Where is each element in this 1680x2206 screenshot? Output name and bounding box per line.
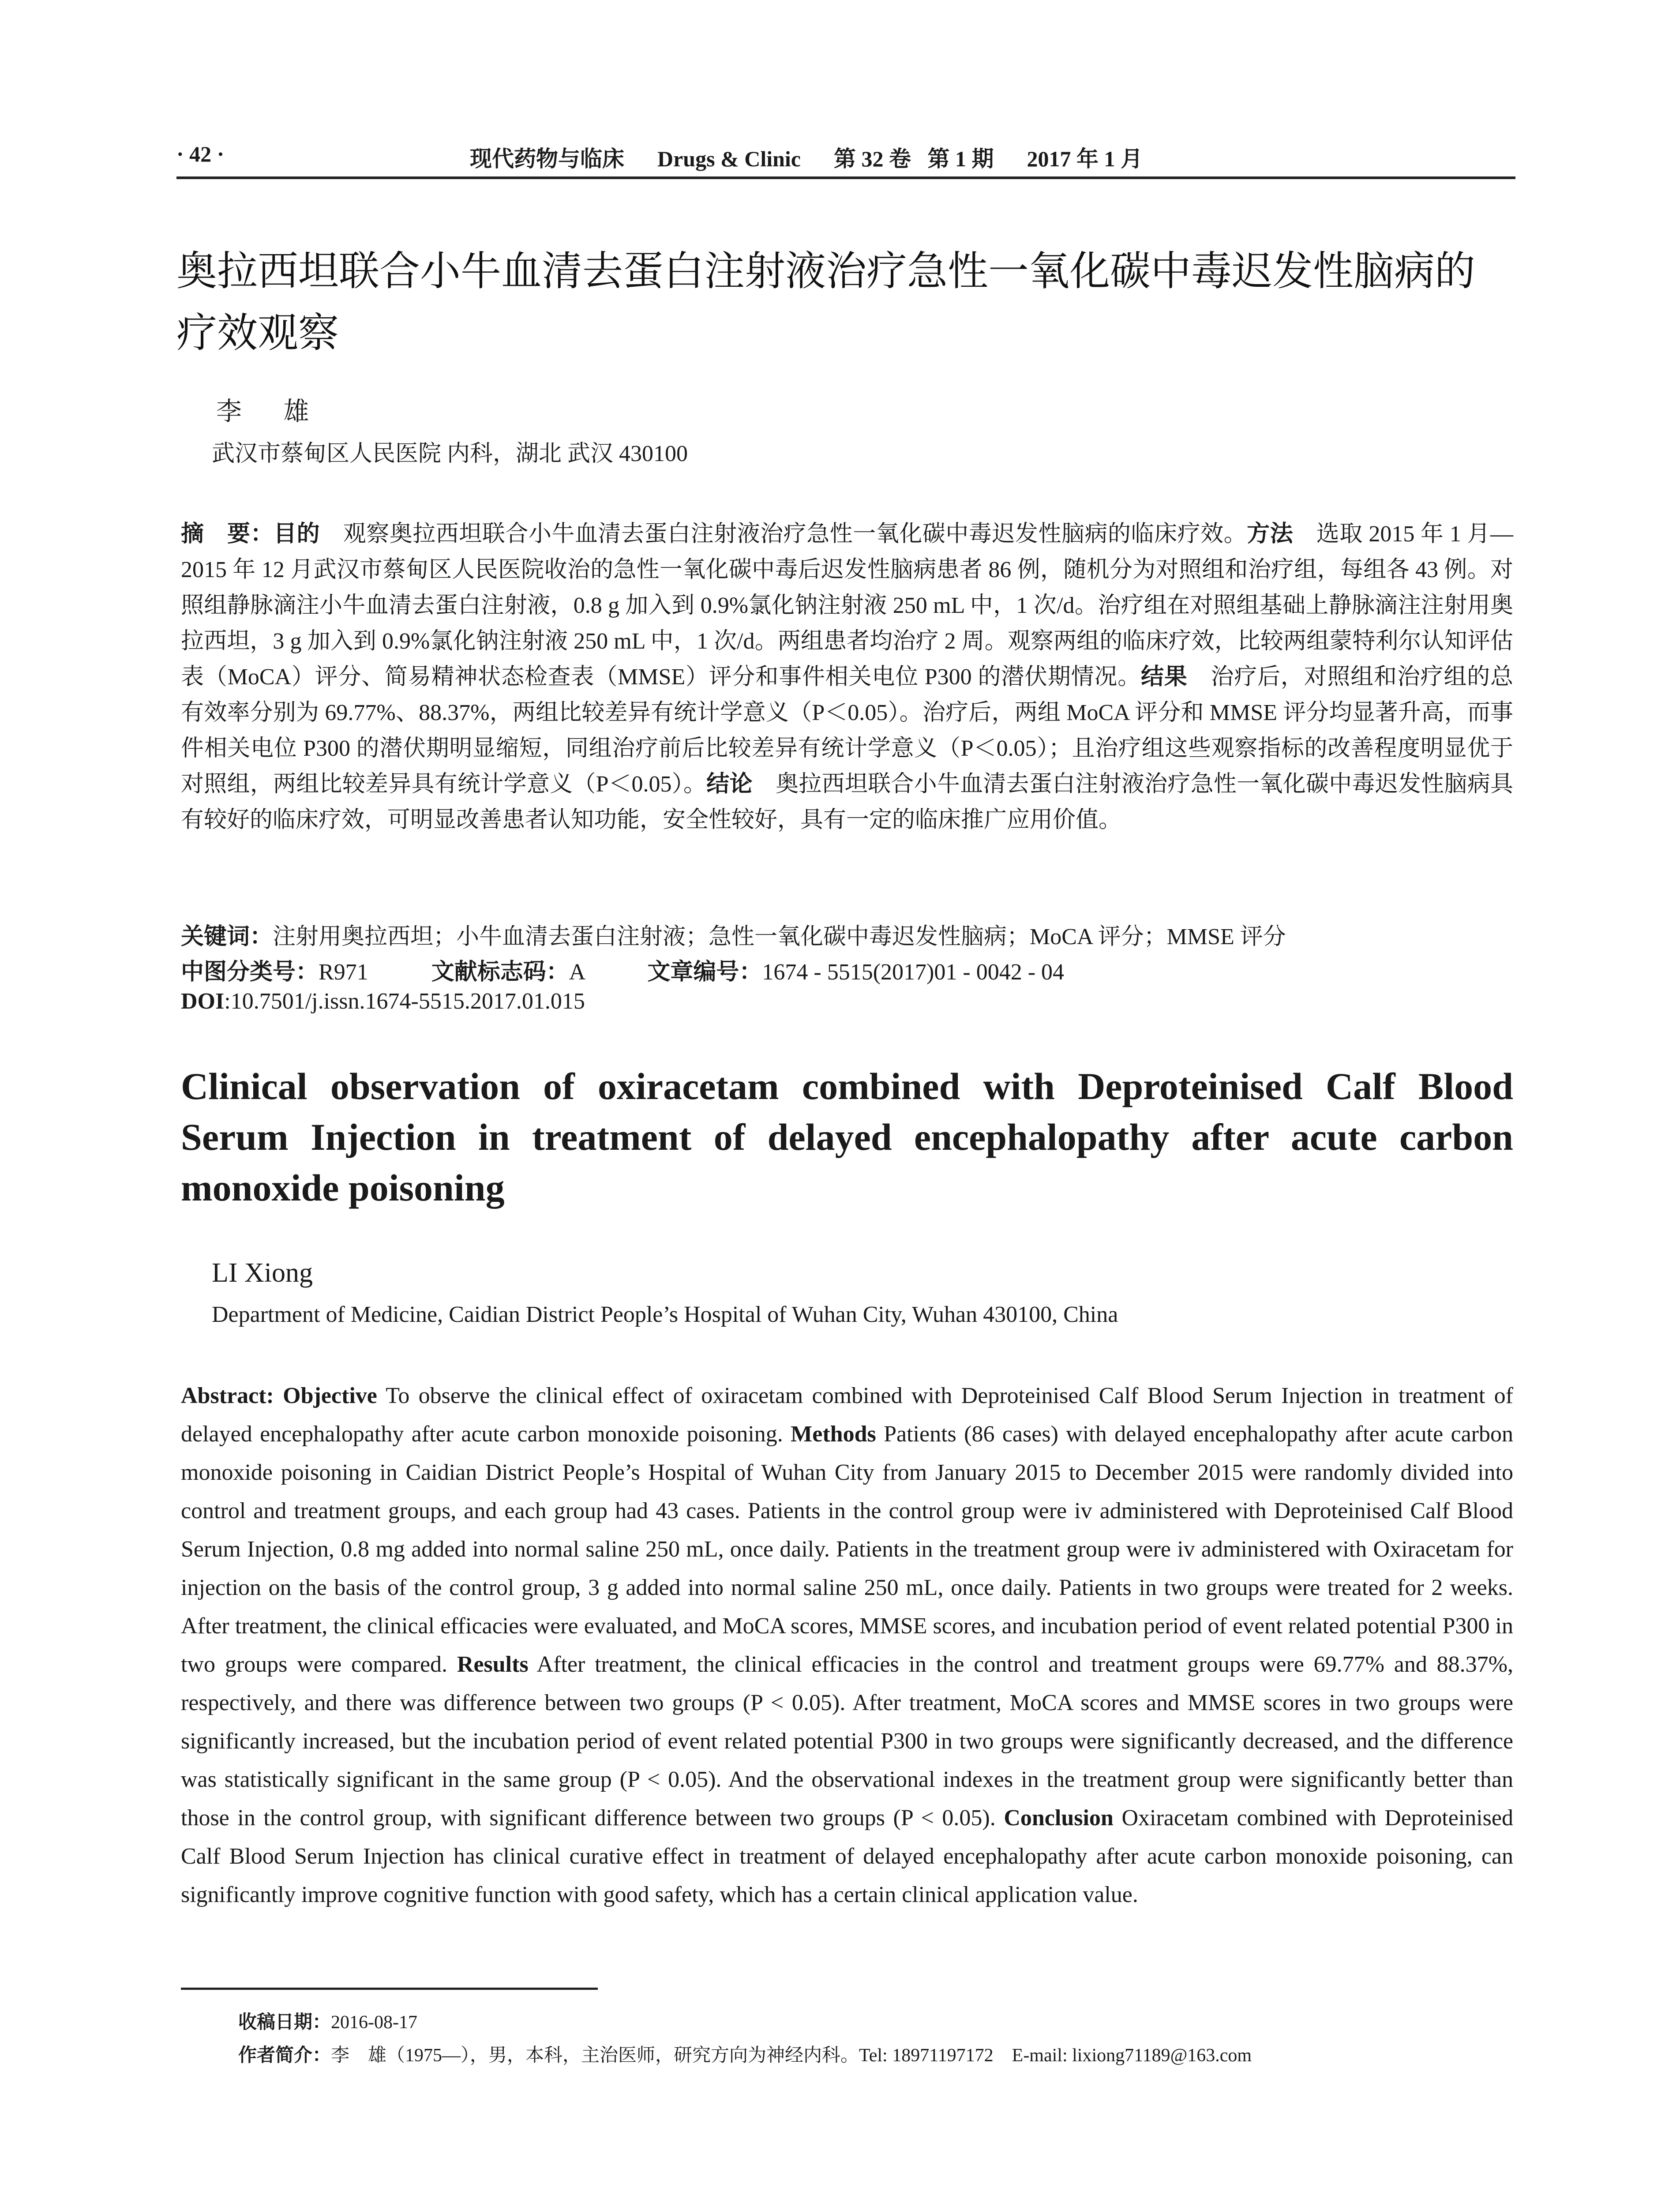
results-label: 结果 bbox=[1141, 664, 1188, 690]
methods-label: 方法 bbox=[1247, 521, 1294, 547]
header-rule bbox=[176, 176, 1515, 179]
en-conclusion-label: Conclusion bbox=[1004, 1805, 1114, 1831]
chinese-author: 李 雄 bbox=[216, 397, 327, 426]
received-label: 收稿日期： bbox=[238, 2011, 331, 2033]
english-abstract bbox=[181, 1377, 1513, 1914]
article-no-label: 文章编号： bbox=[647, 959, 762, 985]
author-bio-footnote bbox=[238, 2041, 1252, 2067]
en-results-text: After treatment, the clinical efficacies in the control and treatment groups were 69.77% and 88.37%, respectively, and there was difference between two groups (P < 0.05). After treatment, MoCA scores and MMSE scores in two groups were significantly increased, but the incubation period of event related potential P300 in two groups were significantly decreased, and the difference was statistically significant in the same group (P < 0.05). And the observational indexes in the treatment group were significantly better than those in the control group, with significant difference between two groups (P < 0.05). bbox=[181, 1652, 1513, 1831]
running-header bbox=[176, 141, 1515, 176]
journal-running-head: 现代药物与临床 Drugs & Clinic 第 32 卷 第 1 期 2017 年 1 月 bbox=[470, 146, 1143, 171]
chinese-title: 奥拉西坦联合小牛血清去蛋白注射液治疗急性一氧化碳中毒迟发性脑病的疗效观察 bbox=[176, 248, 1476, 356]
received-value: 2016-08-17 bbox=[331, 2012, 417, 2033]
conclusion-label: 结论 bbox=[706, 771, 753, 797]
en-abstract-label: Abstract: bbox=[181, 1383, 274, 1408]
doi-value: :10.7501/j.issn.1674-5515.2017.01.015 bbox=[224, 989, 585, 1014]
en-objective-text: To observe the clinical effect of oxiracetam combined with Deproteinised Calf Blood Serum Injection in treatment of delayed encephalopathy after acute carbon monoxide poisoning. bbox=[181, 1383, 1513, 1447]
bio-label: 作者简介： bbox=[238, 2044, 331, 2066]
results-text: 治疗后，对照组和治疗组的总有效率分别为 69.77%、88.37%，两组比较差异有统计学意义（P＜0.05）。治疗后，两组 MoCA 评分和 MMSE 评分均显著升高，而事件相关电位 P300 的潜伏期明显缩短，同组治疗前后比较差异有统计学意义（P＜0.05）；且治疗组这些观察指标的改善程度明显优于对照组，两组比较差异具有统计学意义（P＜0.05）。 bbox=[181, 664, 1513, 797]
english-title: Clinical observation of oxiracetam combined with Deproteinised Calf Blood Serum Injection in treatment of delayed encephalopathy after acute carbon monoxide poisoning bbox=[181, 1065, 1513, 1209]
classification-line bbox=[181, 953, 1064, 986]
en-conclusion-text: Oxiracetam combined with Deproteinised Calf Blood Serum Injection has clinical curative effect in treatment of delayed encephalopathy after acute carbon monoxide poisoning, can significantly improve cognitive function with good safety, which has a certain clinical application value. bbox=[181, 1805, 1513, 1907]
chinese-affiliation: 武汉市蔡甸区人民医院 内科，湖北 武汉 430100 bbox=[212, 441, 688, 466]
chinese-keywords bbox=[181, 918, 1286, 951]
en-methods-text: Patients (86 cases) with delayed encephalopathy after acute carbon monoxide poisoning in Caidian District People’s Hospital of Wuhan City from January 2015 to December 2015 were randomly divided into control and treatment groups, and each group had 43 cases. Patients in the control group were iv administered with Deproteinised Calf Blood Serum Injection, 0.8 mg added into normal saline 250 mL, once daily. Patients in the treatment group were iv administered with Oxiracetam for injection on the basis of the control group, 3 g added into normal saline 250 mL, once daily. Patients in two groups were treated for 2 weeks. After treatment, the clinical efficacies were evaluated, and MoCA scores, MMSE scores, and incubation period of event related potential P300 in two groups were compared. bbox=[181, 1422, 1513, 1677]
doc-code-value: A bbox=[569, 960, 585, 985]
clc-value: R971 bbox=[319, 960, 368, 985]
abstract-label: 摘 要： bbox=[181, 521, 274, 547]
keywords-label: 关键词： bbox=[181, 923, 273, 950]
methods-text: 选取 2015 年 1 月—2015 年 12 月武汉市蔡甸区人民医院收治的急性一氧化碳中毒后迟发性脑病患者 86 例，随机分为对照组和治疗组，每组各 43 例。对照组静脉滴注小牛血清去蛋白注射液，0.8 g 加入到 0.9%氯化钠注射液 250 mL 中，1 次/d。治疗组在对照组基础上静脉滴注注射用奥拉西坦，3 g 加入到 0.9%氯化钠注射液 250 mL 中，1 次/d。两组患者均治疗 2 周。观察两组的临床疗效，比较两组蒙特利尔认知评估表（MoCA）评分、简易精神状态检查表（MMSE）评分和事件相关电位 P300 的潜伏期情况。 bbox=[181, 521, 1513, 690]
english-affiliation: Department of Medicine, Caidian District People’s Hospital of Wuhan City, Wuhan 430100, China bbox=[212, 1302, 1118, 1327]
page-number: · 42 · bbox=[176, 142, 225, 166]
doi-line bbox=[181, 988, 585, 1014]
doc-code-label: 文献标志码： bbox=[431, 959, 569, 985]
english-author: LI Xiong bbox=[212, 1258, 313, 1288]
received-date-footnote bbox=[238, 2007, 417, 2034]
doi-label: DOI bbox=[181, 989, 225, 1014]
en-results-label: Results bbox=[457, 1652, 529, 1677]
chinese-abstract bbox=[181, 516, 1513, 838]
objective-text: 观察奥拉西坦联合小牛血清去蛋白注射液治疗急性一氧化碳中毒迟发性脑病的临床疗效。 bbox=[320, 521, 1247, 547]
objective-label: 目的 bbox=[274, 521, 320, 547]
bio-value: 李 雄（1975—），男，本科，主治医师，研究方向为神经内科。Tel: 18971197172 E-mail: lixiong71189@163.com bbox=[331, 2045, 1252, 2066]
en-objective-label: Objective bbox=[283, 1383, 377, 1408]
article-no-value: 1674 - 5515(2017)01 - 0042 - 04 bbox=[762, 960, 1065, 985]
footnote-rule bbox=[181, 1988, 598, 1990]
conclusion-text: 奥拉西坦联合小牛血清去蛋白注射液治疗急性一氧化碳中毒迟发性脑病具有较好的临床疗效，可明显改善患者认知功能，安全性较好，具有一定的临床推广应用价值。 bbox=[181, 772, 1513, 833]
en-methods-label: Methods bbox=[791, 1422, 876, 1447]
keywords-text: 注射用奥拉西坦；小牛血清去蛋白注射液；急性一氧化碳中毒迟发性脑病；MoCA 评分；MMSE 评分 bbox=[273, 924, 1286, 949]
clc-label: 中图分类号： bbox=[181, 959, 319, 985]
